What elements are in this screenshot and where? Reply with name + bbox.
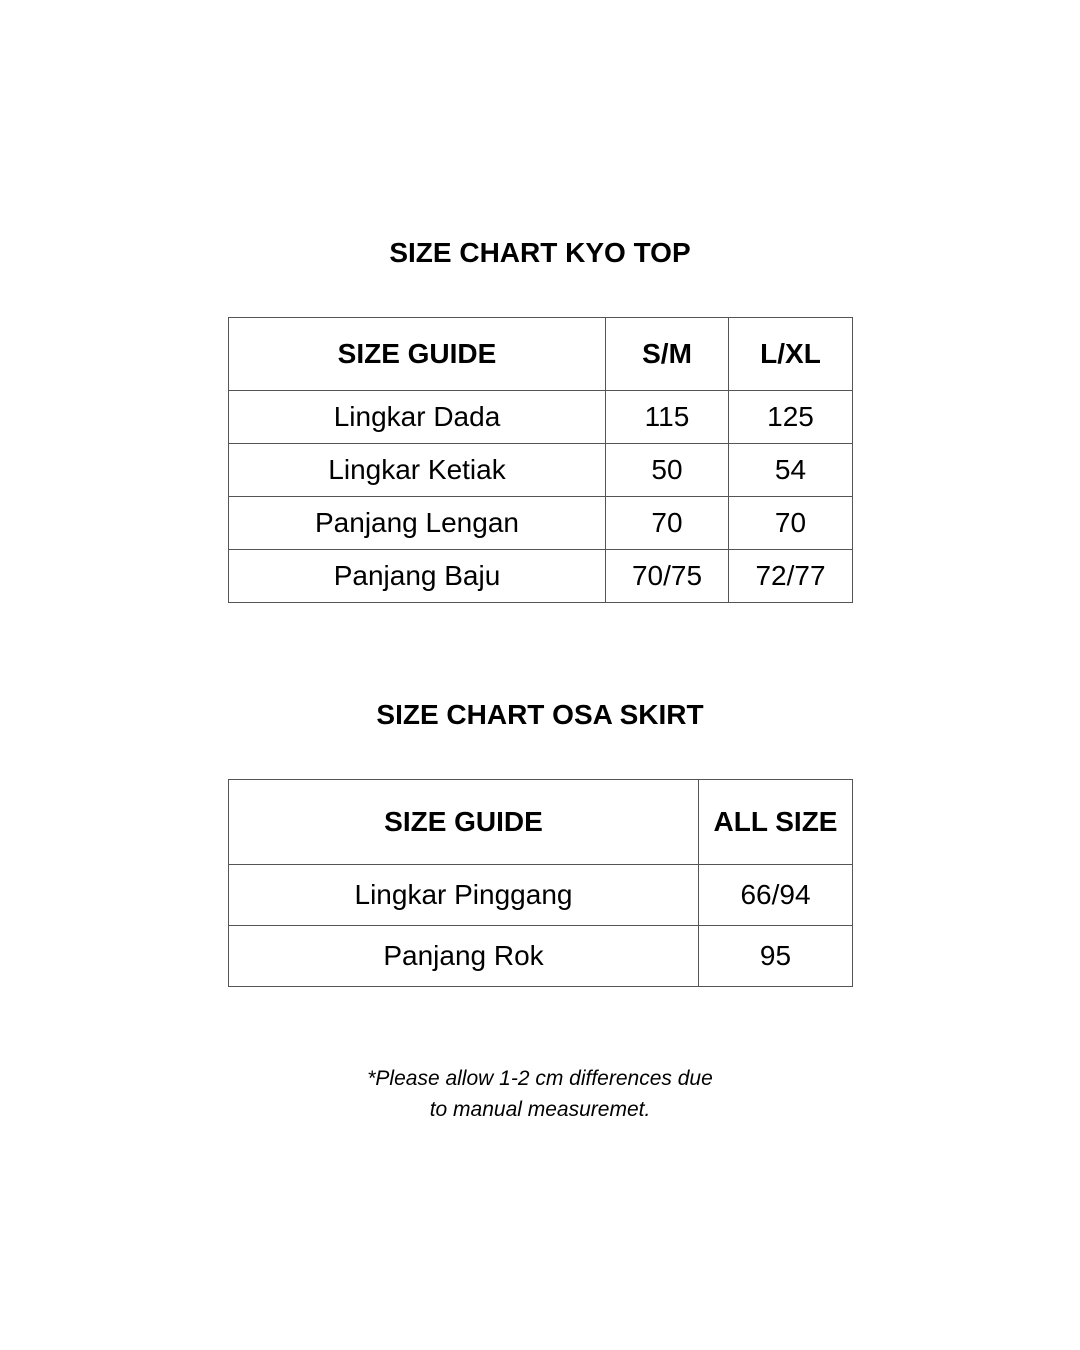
measurement-label: Lingkar Dada — [229, 391, 606, 444]
header-size-guide: SIZE GUIDE — [229, 780, 699, 865]
size-value: 95 — [699, 926, 853, 987]
kyo-top-title: SIZE CHART KYO TOP — [389, 237, 691, 268]
measurement-label: Panjang Lengan — [229, 497, 606, 550]
table-header-row — [229, 318, 853, 391]
table-row — [229, 550, 853, 603]
measurement-label: Lingkar Pinggang — [229, 865, 699, 926]
table-row — [229, 391, 853, 444]
kyo-top-size-table — [228, 317, 853, 603]
size-value: 125 — [729, 391, 853, 444]
size-value: 72/77 — [729, 550, 853, 603]
header-all-size: ALL SIZE — [699, 780, 853, 865]
measurement-label: Panjang Rok — [229, 926, 699, 987]
size-value: 70 — [606, 497, 729, 550]
header-sm: S/M — [606, 318, 729, 391]
table-row — [229, 926, 853, 987]
measurement-label: Lingkar Ketiak — [229, 444, 606, 497]
measurement-label: Panjang Baju — [229, 550, 606, 603]
header-lxl: L/XL — [729, 318, 853, 391]
header-size-guide: SIZE GUIDE — [229, 318, 606, 391]
size-value: 115 — [606, 391, 729, 444]
measurement-disclaimer — [0, 1063, 1080, 1125]
table-header-row — [229, 780, 853, 865]
osa-skirt-title: SIZE CHART OSA SKIRT — [376, 699, 704, 730]
size-value: 50 — [606, 444, 729, 497]
osa-skirt-size-table — [228, 779, 853, 987]
size-value: 54 — [729, 444, 853, 497]
table-row — [229, 865, 853, 926]
size-value: 70/75 — [606, 550, 729, 603]
table-row — [229, 444, 853, 497]
size-value: 70 — [729, 497, 853, 550]
size-value: 66/94 — [699, 865, 853, 926]
disclaimer-line-2: to manual measuremet. — [429, 1098, 651, 1121]
disclaimer-line-1: *Please allow 1-2 cm differences due — [367, 1067, 713, 1090]
table-row — [229, 497, 853, 550]
